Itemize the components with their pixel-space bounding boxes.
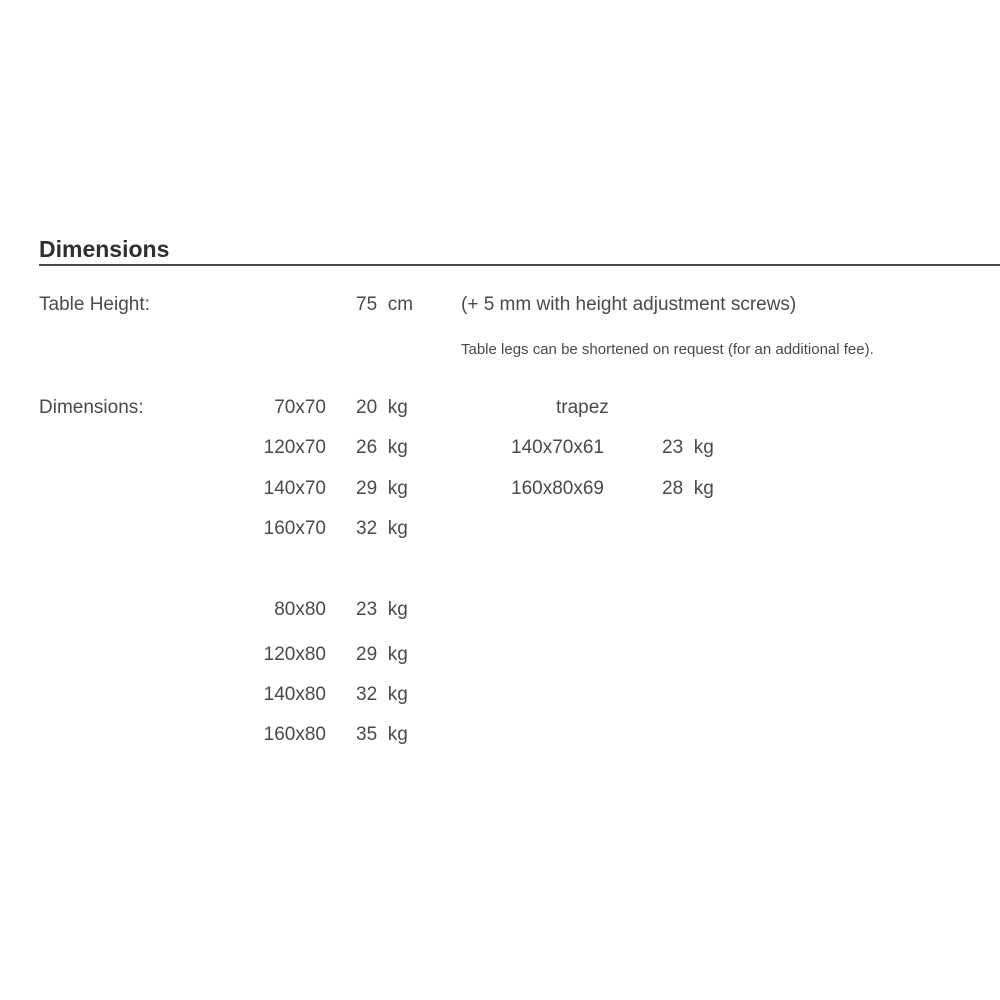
weight-cell: 32 kg [356,518,408,539]
weight-cell: 23 kg [356,599,408,620]
weight-cell: 20 kg [356,397,408,418]
size-cell: 80x80 [274,599,326,620]
weight-cell: 35 kg [356,724,408,745]
shortening-footnote: Table legs can be shortened on request (for an additional fee). [461,341,874,358]
size-cell: 70x70 [274,397,326,418]
weight-cell: 32 kg [356,684,408,705]
table-height-label: Table Height: [39,294,150,315]
table-height-value: 75 cm [356,294,414,315]
trapez-size-cell: 160x80x69 [511,478,604,499]
weight-cell: 29 kg [356,644,408,665]
trapez-label: trapez [556,397,609,418]
weight-cell: 29 kg [356,478,408,499]
dimensions-label: Dimensions: [39,397,144,418]
size-cell: 140x80 [263,684,326,705]
height-adjustment-note: (+ 5 mm with height adjustment screws) [461,294,797,315]
size-cell: 120x70 [263,437,326,458]
trapez-weight-cell: 28 kg [662,478,714,499]
size-cell: 160x80 [263,724,326,745]
section-title: Dimensions [39,236,170,262]
weight-cell: 26 kg [356,437,408,458]
size-cell: 160x70 [263,518,326,539]
size-cell: 120x80 [263,644,326,665]
trapez-weight-cell: 23 kg [662,437,714,458]
size-cell: 140x70 [263,478,326,499]
trapez-size-cell: 140x70x61 [511,437,604,458]
section-divider [39,264,1000,266]
